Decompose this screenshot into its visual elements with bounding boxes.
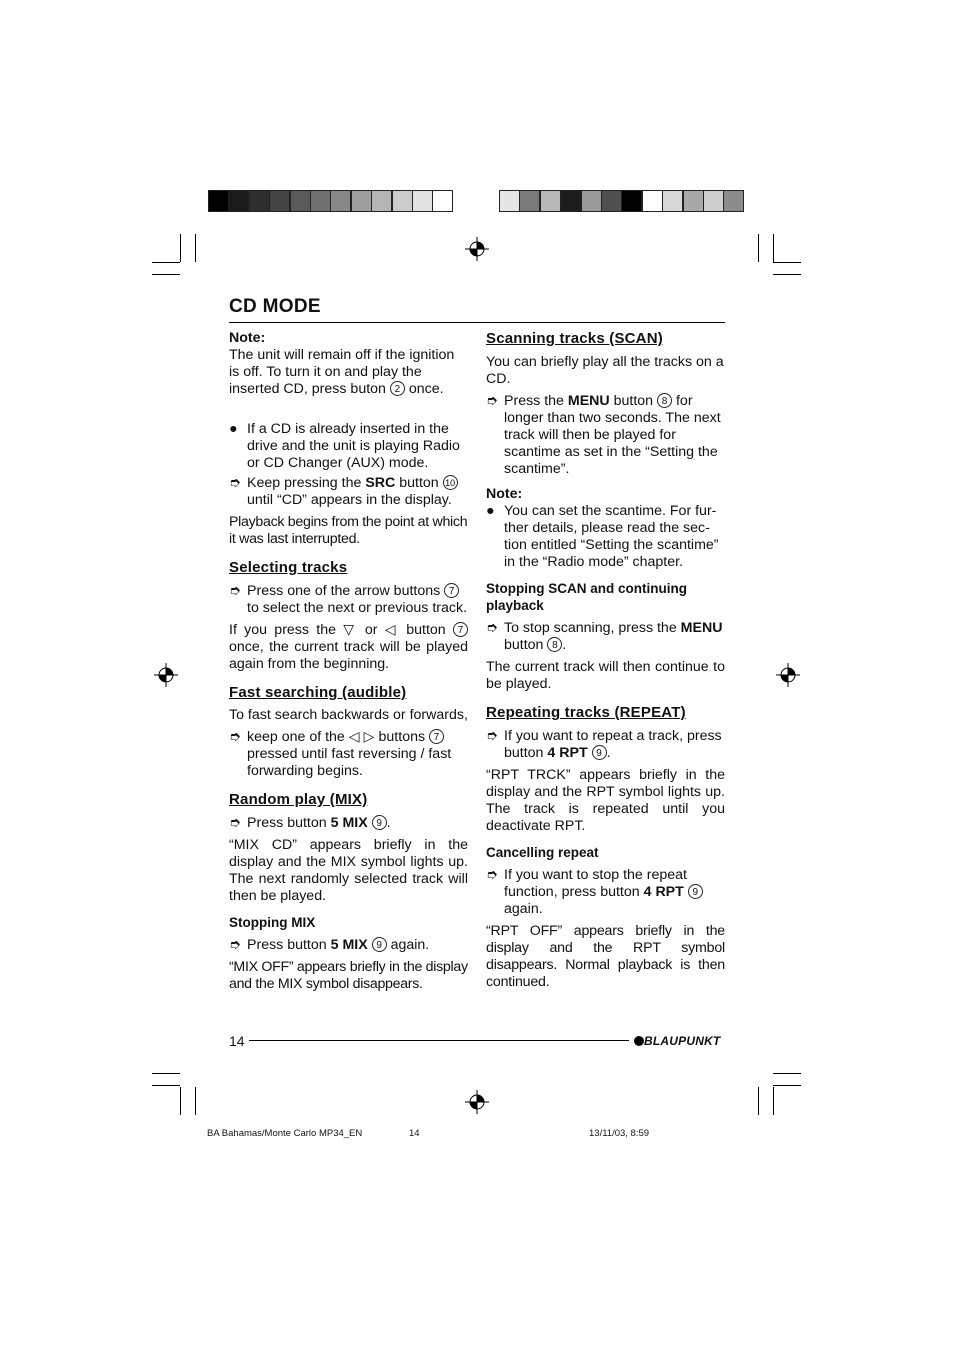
- color-swatch: [723, 190, 744, 212]
- heading-stopping-mix: Stopping MIX: [229, 915, 316, 930]
- button-number-7-icon: 7: [453, 622, 468, 637]
- arrow-step-icon: ➮: [229, 729, 241, 745]
- heading-random-play: Random play (MIX): [229, 791, 368, 808]
- color-swatch: [621, 190, 642, 212]
- button-number-9-icon: 9: [592, 745, 607, 760]
- color-swatch: [519, 190, 540, 212]
- color-swatch: [208, 190, 229, 212]
- step-arrow-buttons: ➮ Press one of the arrow buttons 7 to select the next or previous track.: [229, 583, 468, 616]
- heading-fast-searching: Fast searching (audible): [229, 684, 407, 701]
- mix-cd-text: “MIX CD” appears briefly in the display and the MIX symbol lights up. The next randomly selected track will then be played.: [229, 837, 468, 904]
- replay-text: If you press the ▽ or ◁ button 7 once, the current track will be played again from the beginning.: [229, 622, 468, 672]
- color-swatch: [228, 190, 249, 212]
- color-swatch: [432, 190, 453, 212]
- right-triangle-icon: ▷: [363, 729, 375, 745]
- page-number: 14: [229, 1033, 245, 1049]
- step-stop-mix: ➮ Press button 5 MIX 9 again.: [229, 937, 430, 953]
- left-triangle-icon: ◁: [384, 622, 399, 638]
- color-swatch: [310, 190, 331, 212]
- note-bullet-scantime: ● You can set the scantime. For fur-ther details, please read the sec-tion entitled “Setting the scantime” in the “Radio mode” chapter.: [486, 503, 719, 570]
- playback-text: Playback begins from the point at which it was last interrupted.: [229, 514, 468, 547]
- color-swatch: [371, 190, 392, 212]
- step-cancel-repeat: ➮ If you want to stop the repeat function, press button 4 RPT 9 again.: [486, 867, 725, 918]
- color-swatch: [499, 190, 520, 212]
- scan-intro-text: You can briefly play all the tracks on a CD.: [486, 354, 724, 387]
- step-press-menu: ➮ Press the MENU button 8 for longer than two seconds. The next track will then be played for scantime as set in the “Setting the scantime”.: [486, 393, 721, 477]
- button-number-8-icon: 8: [547, 637, 562, 652]
- color-swatch: [581, 190, 602, 212]
- arrow-step-icon: ➮: [229, 937, 241, 953]
- note-label: Note:: [486, 486, 523, 502]
- fast-search-text: To fast search backwards or forwards,: [229, 707, 468, 723]
- step-fast-search: ➮ keep one of the ◁ ▷ buttons 7 pressed until fast reversing / fast forwarding begins.: [229, 729, 452, 779]
- print-page-number: 14: [409, 1128, 420, 1139]
- color-swatch: [662, 190, 683, 212]
- page-title: CD MODE: [229, 296, 321, 317]
- heading-cancelling-repeat: Cancelling repeat: [486, 845, 599, 860]
- right-column: [486, 330, 725, 991]
- mix-off-text: “MIX OFF” appears briefly in the display and the MIX symbol disappears.: [229, 959, 468, 992]
- button-number-10-icon: 10: [443, 475, 458, 490]
- heading-scanning-tracks: Scanning tracks (SCAN): [486, 330, 663, 347]
- button-number-9-icon: 9: [372, 815, 387, 830]
- color-swatch: [269, 190, 290, 212]
- color-swatch: [249, 190, 270, 212]
- registration-mark-right: [776, 663, 800, 687]
- step-press-src: ➮ Keep pressing the SRC button 10 until “CD” appears in the display.: [229, 475, 468, 509]
- color-swatch: [330, 190, 351, 212]
- button-number-9-icon: 9: [688, 884, 703, 899]
- color-swatch: [703, 190, 724, 212]
- brand-name: BLAUPUNKT: [644, 1034, 721, 1048]
- arrow-step-icon: ➮: [486, 393, 498, 409]
- color-swatch: [351, 190, 372, 212]
- heading-repeating-tracks: Repeating tracks (REPEAT): [486, 704, 686, 721]
- button-number-2-icon: 2: [390, 381, 405, 396]
- arrow-step-icon: ➮: [229, 475, 241, 491]
- footer-rule: [249, 1040, 629, 1041]
- button-number-7-icon: 7: [429, 729, 444, 744]
- arrow-step-icon: ➮: [229, 583, 241, 599]
- registration-mark-left: [154, 663, 178, 687]
- bullet-cd-inserted: ● If a CD is already inserted in the drive and the unit is playing Radio or CD Changer (AUX) mode.: [229, 421, 460, 471]
- heading-stopping-scan: Stopping SCAN and continuing playback: [486, 581, 687, 613]
- left-triangle-icon: ◁: [348, 729, 360, 745]
- bullet-icon: ●: [229, 421, 238, 437]
- arrow-step-icon: ➮: [229, 815, 241, 831]
- button-number-7-icon: 7: [444, 583, 459, 598]
- heading-selecting-tracks: Selecting tracks: [229, 559, 348, 576]
- color-swatch: [601, 190, 622, 212]
- color-swatch: [560, 190, 581, 212]
- continue-text: The current track will then continue to be played.: [486, 659, 725, 692]
- button-number-9-icon: 9: [372, 937, 387, 952]
- color-swatch: [683, 190, 704, 212]
- color-swatch: [412, 190, 433, 212]
- step-press-rpt: ➮ If you want to repeat a track, press button 4 RPT 9 .: [486, 728, 722, 761]
- left-column: [229, 330, 468, 993]
- arrow-step-icon: ➮: [486, 620, 498, 636]
- color-swatch: [392, 190, 413, 212]
- color-swatch: [540, 190, 561, 212]
- print-timestamp: 13/11/03, 8:59: [589, 1128, 650, 1139]
- arrow-step-icon: ➮: [486, 728, 498, 744]
- brand-logo: [634, 1034, 720, 1048]
- step-press-mix: ➮ Press button 5 MIX 9 .: [229, 815, 391, 831]
- color-swatch: [290, 190, 311, 212]
- bullet-icon: ●: [486, 503, 495, 519]
- arrow-step-icon: ➮: [486, 867, 498, 883]
- down-triangle-icon: ▽: [343, 622, 358, 638]
- step-stop-scan: ➮ To stop scanning, press the MENU button 8 .: [486, 620, 723, 653]
- registration-mark-top: [465, 237, 489, 261]
- rpt-trck-text: “RPT TRCK” appears briefly in the display and the RPT symbol lights up. The track is repeated until you deactivate RPT.: [486, 767, 725, 834]
- title-rule: [229, 322, 725, 323]
- print-file-name: BA Bahamas/Monte Carlo MP34_EN: [207, 1128, 363, 1139]
- registration-mark-bottom: [465, 1090, 489, 1114]
- color-swatch: [642, 190, 663, 212]
- button-number-8-icon: 8: [657, 393, 672, 408]
- note-text: The unit will remain off if the ignition is off. To turn it on and play the inserted CD, press buton 2 once.: [229, 347, 455, 397]
- brand-dot-icon: [634, 1036, 644, 1046]
- note-label: Note:: [229, 330, 266, 346]
- rpt-off-text: “RPT OFF” appears briefly in the display and the RPT symbol disappears. Normal playback is then continued.: [486, 923, 725, 990]
